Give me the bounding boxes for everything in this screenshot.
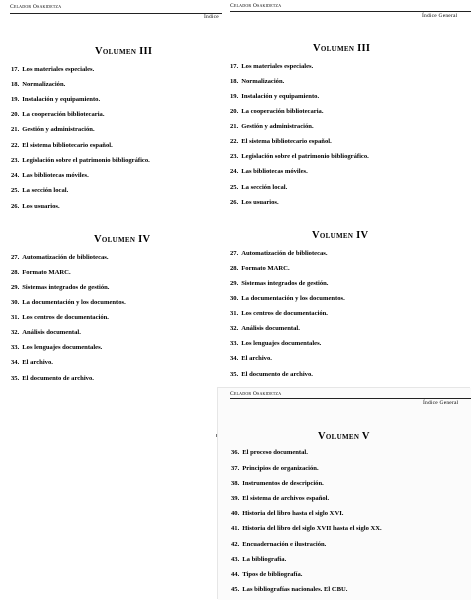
- page-right-bottom: [218, 388, 471, 600]
- toc-item: [11, 284, 109, 291]
- item-title: La documentación y los documentos.: [22, 299, 126, 306]
- page-header-index-general: Índice General: [423, 400, 459, 406]
- toc-item: [230, 168, 308, 175]
- toc-item: [11, 142, 113, 149]
- toc-item: [231, 480, 324, 487]
- item-number: 33.: [230, 340, 239, 347]
- toc-item: [230, 78, 284, 85]
- item-number: 22.: [11, 142, 20, 149]
- item-number: 35.: [230, 371, 239, 378]
- item-title: Instalación y equipamiento.: [22, 96, 101, 103]
- item-number: 23.: [11, 157, 20, 164]
- item-number: 36.: [231, 449, 240, 456]
- item-title: Automatización de bibliotecas.: [241, 250, 328, 257]
- toc-item: [230, 138, 332, 145]
- fold-mark: [216, 434, 217, 437]
- item-number: 27.: [11, 254, 20, 261]
- toc-item: [11, 157, 150, 164]
- item-number: 39.: [231, 495, 240, 502]
- item-title: El archivo.: [22, 359, 53, 366]
- item-title: Legislación sobre el patrimonio bibliográfico.: [22, 157, 150, 164]
- item-title: Las bibliografías nacionales. El CBU.: [242, 586, 348, 593]
- item-number: 27.: [230, 250, 239, 257]
- item-number: 43.: [231, 556, 240, 563]
- item-number: 18.: [230, 78, 239, 85]
- item-title: Las bibliotecas móviles.: [241, 168, 308, 175]
- item-number: 26.: [230, 199, 239, 206]
- item-title: Normalización.: [22, 81, 66, 88]
- item-title: Los materiales especiales.: [22, 66, 95, 73]
- toc-item: [230, 310, 328, 317]
- volume-title: Volumen IV: [312, 230, 369, 241]
- item-number: 24.: [230, 168, 239, 175]
- item-number: 29.: [11, 284, 20, 291]
- item-title: Análisis documental.: [22, 329, 81, 336]
- item-number: 40.: [231, 510, 240, 517]
- item-number: 24.: [11, 172, 20, 179]
- item-number: 37.: [231, 465, 240, 472]
- item-title: La sección local.: [22, 187, 69, 194]
- toc-item: [231, 465, 319, 472]
- page-header-org: Celador Osakidetza: [230, 391, 282, 397]
- item-number: 21.: [230, 123, 239, 130]
- toc-item: [231, 586, 347, 593]
- item-title: El documento de archivo.: [241, 371, 313, 378]
- page-header-org: Celador Osakidetza: [230, 3, 282, 9]
- toc-item: [11, 203, 60, 210]
- toc-item: [11, 111, 104, 118]
- item-number: 25.: [230, 184, 239, 191]
- toc-item: [230, 265, 290, 272]
- toc-item: [11, 299, 126, 306]
- item-number: 35.: [11, 375, 20, 382]
- item-title: Tipos de bibliografía.: [242, 571, 303, 578]
- toc-item: [11, 254, 109, 261]
- toc-item: [231, 571, 302, 578]
- item-title: Los materiales especiales.: [241, 63, 314, 70]
- page-right-top: [222, 0, 471, 390]
- toc-item: [230, 295, 345, 302]
- item-number: 22.: [230, 138, 239, 145]
- item-title: Legislación sobre el patrimonio bibliográfico.: [241, 153, 369, 160]
- toc-item: [230, 371, 313, 378]
- item-title: La cooperación bibliotecaria.: [241, 108, 324, 115]
- item-title: Principios de organización.: [242, 465, 319, 472]
- item-number: 20.: [230, 108, 239, 115]
- item-title: El sistema de archivos español.: [242, 495, 330, 502]
- item-title: Análisis documental.: [241, 325, 300, 332]
- toc-item: [230, 199, 279, 206]
- item-title: Gestión y administración.: [22, 126, 95, 133]
- item-title: La bibliografía.: [242, 556, 287, 563]
- item-title: Historia del libro del siglo XVII hasta el siglo XX.: [242, 525, 382, 532]
- item-title: La cooperación bibliotecaria.: [22, 111, 105, 118]
- item-title: La sección local.: [241, 184, 288, 191]
- item-title: Las bibliotecas móviles.: [22, 172, 89, 179]
- toc-item: [11, 344, 102, 351]
- toc-item: [11, 126, 95, 133]
- toc-item: [11, 269, 71, 276]
- item-number: 19.: [11, 96, 20, 103]
- item-number: 20.: [11, 111, 20, 118]
- item-title: Sistemas integrados de gestión.: [241, 280, 329, 287]
- item-number: 38.: [231, 480, 240, 487]
- item-number: 32.: [11, 329, 20, 336]
- item-title: Instrumentos de descripción.: [242, 480, 324, 487]
- item-number: 45.: [231, 586, 240, 593]
- toc-item: [231, 525, 382, 532]
- toc-item: [230, 93, 319, 100]
- toc-item: [230, 325, 300, 332]
- item-title: El sistema bibliotecario español.: [241, 138, 332, 145]
- toc-item: [230, 355, 272, 362]
- toc-item: [11, 375, 94, 382]
- item-title: Historia del libro hasta el siglo XVI.: [242, 510, 344, 517]
- toc-item: [11, 314, 109, 321]
- item-title: La documentación y los documentos.: [241, 295, 345, 302]
- toc-item: [11, 359, 53, 366]
- toc-item: [231, 495, 329, 502]
- toc-item: [230, 123, 314, 130]
- toc-item: [11, 172, 89, 179]
- item-number: 17.: [230, 63, 239, 70]
- item-number: 31.: [230, 310, 239, 317]
- item-number: 19.: [230, 93, 239, 100]
- toc-item: [11, 329, 81, 336]
- item-number: 21.: [11, 126, 20, 133]
- item-title: Los usuarios.: [22, 203, 60, 210]
- page-left: [0, 0, 222, 600]
- toc-item: [11, 81, 65, 88]
- item-number: 26.: [11, 203, 20, 210]
- item-title: Formato MARC.: [22, 269, 71, 276]
- item-title: El sistema bibliotecario español.: [22, 142, 113, 149]
- toc-item: [231, 556, 286, 563]
- toc-item: [231, 510, 343, 517]
- item-title: Los centros de documentación.: [241, 310, 328, 317]
- item-title: Automatización de bibliotecas.: [22, 254, 109, 261]
- header-rule: [230, 11, 471, 12]
- item-title: El documento de archivo.: [22, 375, 94, 382]
- item-number: 28.: [230, 265, 239, 272]
- item-number: 33.: [11, 344, 20, 351]
- header-rule: [10, 13, 222, 14]
- item-title: Los usuarios.: [241, 199, 279, 206]
- toc-item: [11, 96, 100, 103]
- item-number: 23.: [230, 153, 239, 160]
- item-number: 32.: [230, 325, 239, 332]
- item-number: 28.: [11, 269, 20, 276]
- volume-title: Volumen V: [318, 431, 370, 442]
- toc-item: [230, 184, 287, 191]
- item-number: 34.: [11, 359, 20, 366]
- item-title: El archivo.: [241, 355, 272, 362]
- toc-item: [230, 340, 321, 347]
- item-number: 29.: [230, 280, 239, 287]
- toc-item: [230, 250, 328, 257]
- toc-item: [230, 280, 328, 287]
- item-title: Los lenguajes documentales.: [22, 344, 103, 351]
- toc-item: [231, 449, 308, 456]
- page-header-index-general: Índice General: [422, 13, 458, 19]
- toc-item: [11, 66, 94, 73]
- item-title: Los lenguajes documentales.: [241, 340, 322, 347]
- item-number: 25.: [11, 187, 20, 194]
- item-number: 18.: [11, 81, 20, 88]
- header-rule: [230, 398, 471, 399]
- item-title: Los centros de documentación.: [22, 314, 109, 321]
- item-title: Normalización.: [241, 78, 285, 85]
- page-header-org: Celador Osakidetza: [10, 4, 62, 10]
- toc-item: [230, 63, 313, 70]
- item-title: El proceso documental.: [242, 449, 308, 456]
- item-title: Formato MARC.: [241, 265, 290, 272]
- toc-item: [231, 541, 326, 548]
- toc-item: [230, 108, 323, 115]
- item-title: Sistemas integrados de gestión.: [22, 284, 110, 291]
- item-number: 42.: [231, 541, 240, 548]
- item-number: 44.: [231, 571, 240, 578]
- item-number: 41.: [231, 525, 240, 532]
- item-title: Instalación y equipamiento.: [241, 93, 320, 100]
- item-number: 30.: [230, 295, 239, 302]
- toc-item: [11, 187, 68, 194]
- item-number: 17.: [11, 66, 20, 73]
- item-number: 30.: [11, 299, 20, 306]
- volume-title: Volumen III: [95, 46, 153, 57]
- volume-title: Volumen IV: [94, 234, 151, 245]
- page-header-index: Índice: [204, 14, 219, 20]
- item-title: Gestión y administración.: [241, 123, 314, 130]
- item-title: Encuadernación e ilustración.: [242, 541, 327, 548]
- item-number: 31.: [11, 314, 20, 321]
- toc-item: [230, 153, 369, 160]
- volume-title: Volumen III: [313, 43, 371, 54]
- item-number: 34.: [230, 355, 239, 362]
